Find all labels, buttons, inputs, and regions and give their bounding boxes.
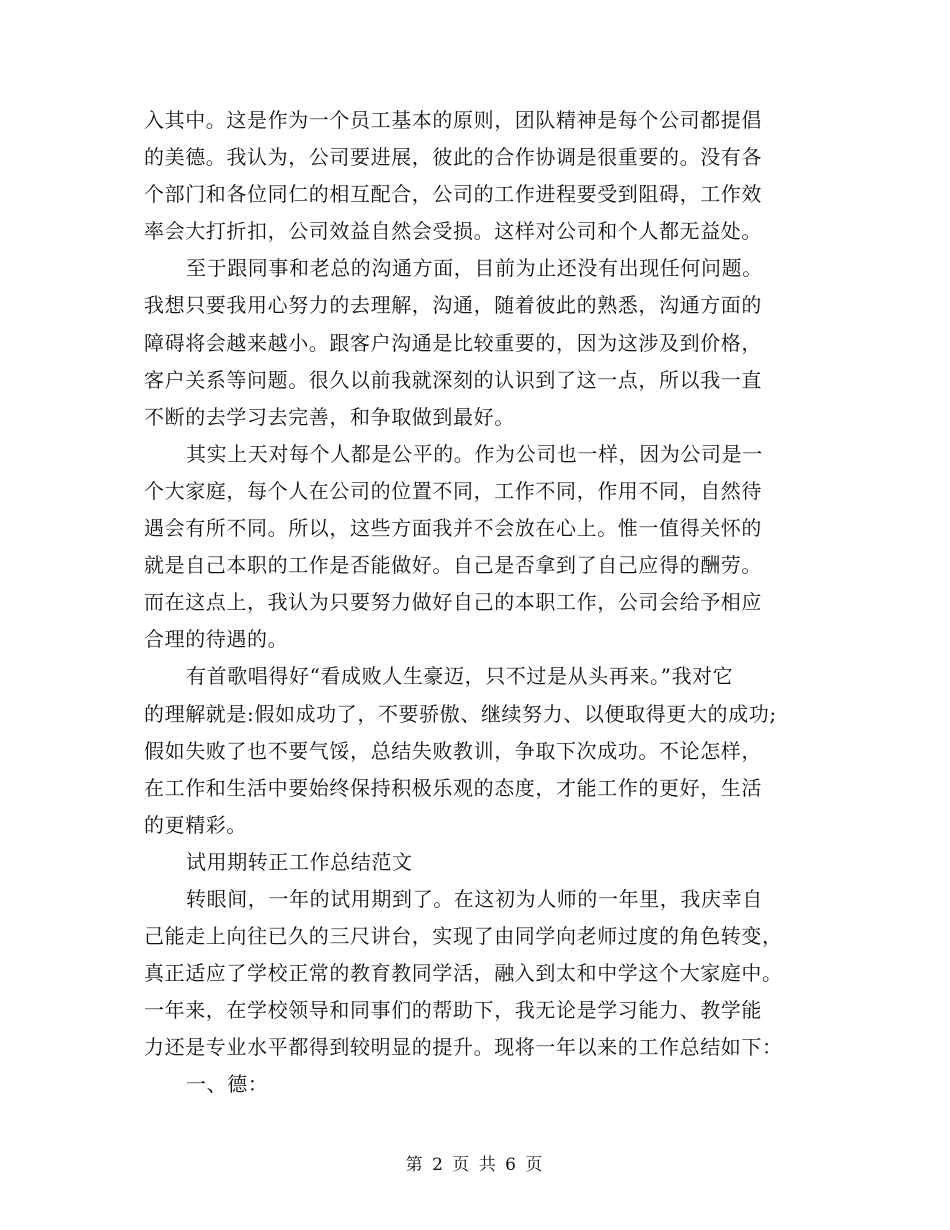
section-heading: 试用期转正工作总结范文 (186, 849, 413, 874)
paragraph-start-line: 至于跟同事和老总的沟通方面，目前为止还没有出现任何问题。 (186, 256, 763, 281)
text-line: 合理的待遇的。 (144, 627, 289, 652)
text-line: 假如失败了也不要气馁，总结失败教训，争取下次成功。不论怎样， (144, 738, 762, 763)
subsection-heading: 一、德： (186, 1072, 269, 1097)
text-line: 力还是专业水平都得到较明显的提升。现将一年以来的工作总结如下： (144, 1035, 783, 1060)
text-line: 率会大打折扣，公司效益自然会受损。这样对公司和个人都无益处。 (144, 219, 762, 244)
text-line: 入其中。这是作为一个员工基本的原则，团队精神是每个公司都提倡 (144, 108, 762, 132)
text-line: 我想只要我用心努力的去理解，沟通，随着彼此的熟悉，沟通方面的 (144, 293, 762, 318)
text-line: 而在这点上，我认为只要努力做好自己的本职工作，公司会给予相应 (144, 590, 762, 615)
text-line: 真正适应了学校正常的教育教同学活，融入到太和中学这个大家庭中。 (144, 961, 783, 986)
paragraph-start-line: 有首歌唱得好“看成败人生豪迈，只不过是从头再来。”我对它 (186, 664, 734, 689)
paragraph-start-line: 转眼间，一年的试用期到了。在这初为人师的一年里，我庆幸自 (186, 886, 763, 911)
document-body (144, 102, 844, 1104)
text-line: 一年来，在学校领导和同事们的帮助下，我无论是学习能力、教学能 (144, 998, 762, 1023)
text-line: 遇会有所不同。所以，这些方面我并不会放在心上。惟一值得关怀的 (144, 516, 762, 541)
text-line: 的更精彩。 (144, 812, 247, 837)
text-line: 客户关系等问题。很久以前我就深刻的认识到了这一点，所以我一直 (144, 367, 762, 392)
text-line: 个大家庭，每个人在公司的位置不同，工作不同，作用不同，自然待 (144, 478, 762, 503)
text-line: 就是自己本职的工作是否能做好。自己是否拿到了自己应得的酬劳。 (144, 553, 762, 578)
text-line: 的美德。我认为，公司要进展，彼此的合作协调是很重要的。没有各 (144, 145, 762, 170)
paragraph-start-line: 其实上天对每个人都是公平的。作为公司也一样，因为公司是一 (186, 441, 763, 466)
page-number-footer: 第 2 页 共 6 页 (405, 1155, 545, 1175)
text-line: 己能走上向往已久的三尺讲台，实现了由同学向老师过度的角色转变， (144, 924, 783, 949)
text-line: 在工作和生活中要始终保持积极乐观的态度，才能工作的更好，生活 (144, 775, 762, 800)
text-line: 不断的去学习去完善，和争取做到最好。 (144, 404, 515, 429)
text-line: 障碍将会越来越小。跟客户沟通是比较重要的，因为这涉及到价格， (144, 330, 762, 355)
text-line: 个部门和各位同仁的相互配合，公司的工作进程要受到阻碍，工作效 (144, 182, 762, 207)
text-line: 的理解就是:假如成功了，不要骄傲、继续努力、以便取得更大的成功; (144, 701, 777, 726)
